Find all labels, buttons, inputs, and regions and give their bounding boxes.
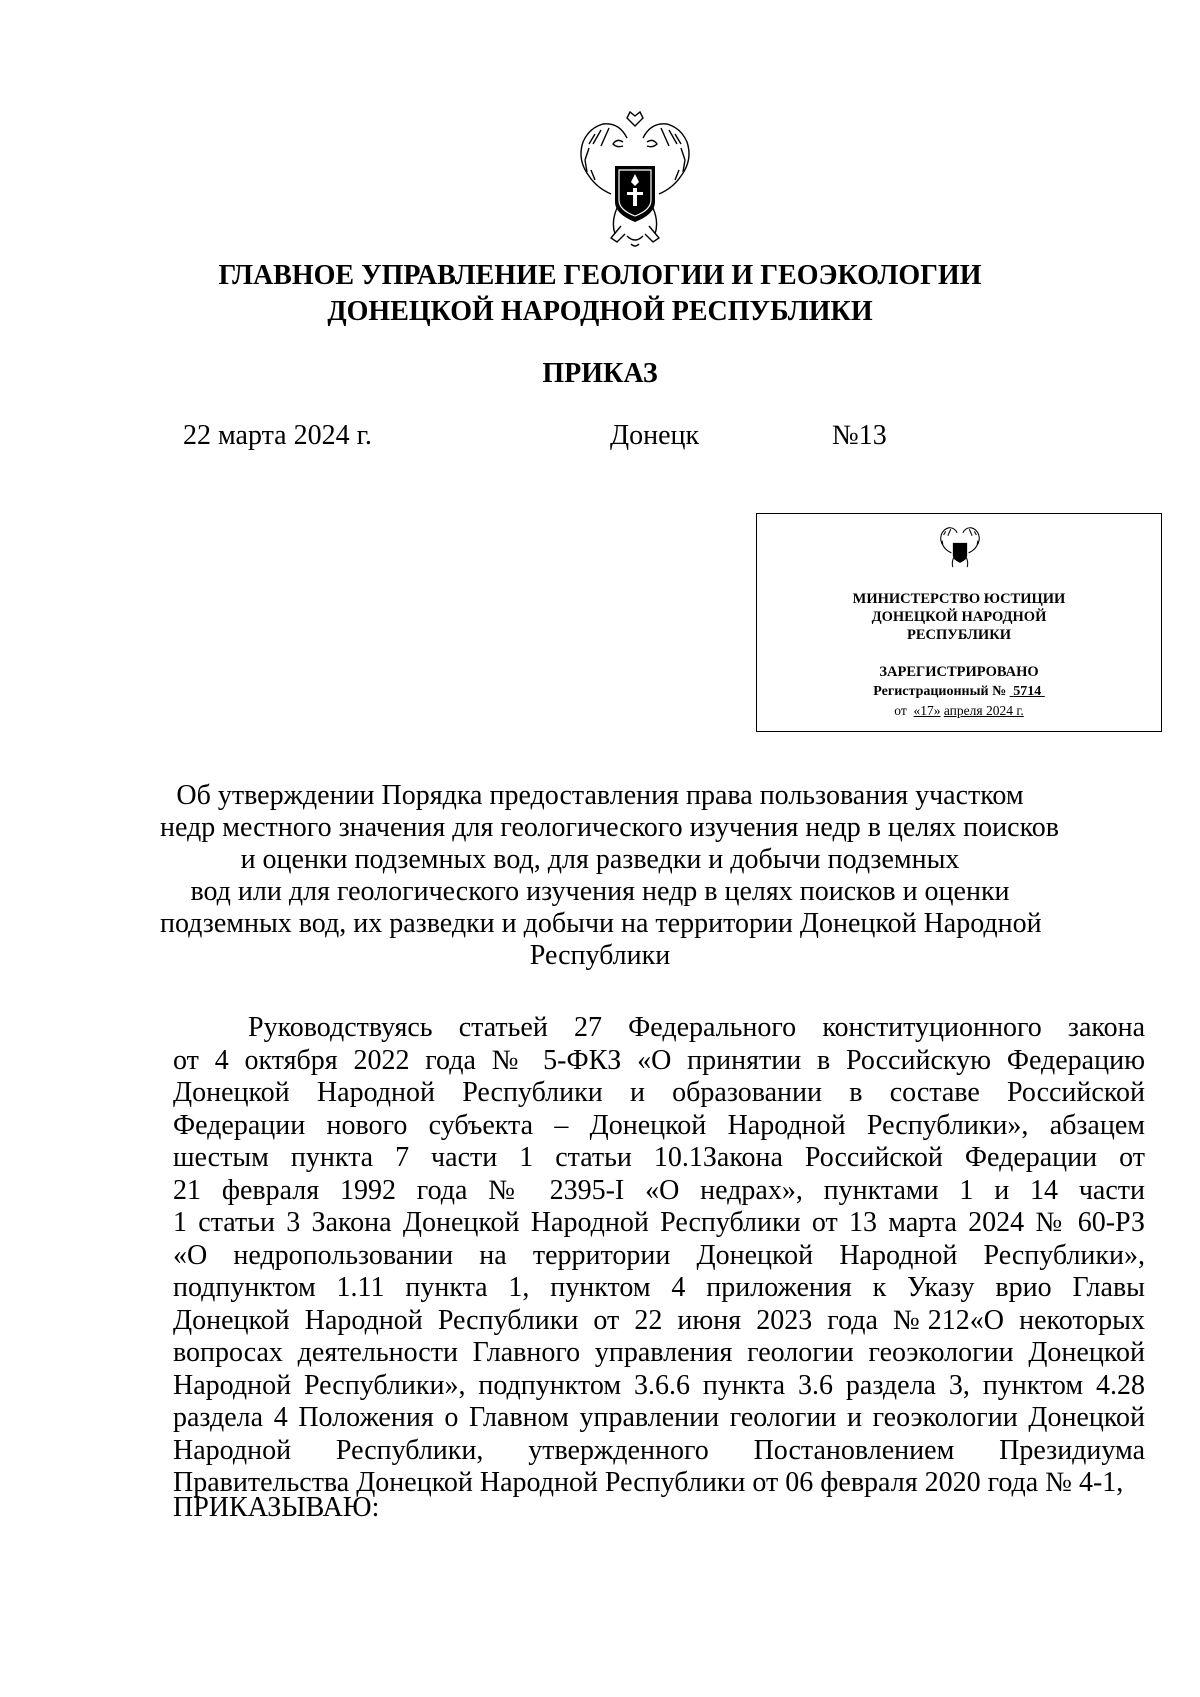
preamble-line: раздела 4 Положения о Главном управлении геологии и геоэкологии Донецкой: [173, 1402, 1145, 1433]
order-verb: ПРИКАЗЫВАЮ:: [173, 1492, 380, 1523]
order-subject: [160, 780, 1059, 972]
registration-stamp: [756, 513, 1162, 732]
stamp-ministry-line-1: МИНИСТЕРСТВО ЮСТИЦИИ: [852, 591, 1066, 607]
subject-line: вод или для геологического изучения недр в целях поисков и оценки: [190, 876, 1010, 907]
preamble-line: 1 статьи 3 Закона Донецкой Народной Республики от 13 марта 2024 № 60-РЗ: [173, 1207, 1145, 1238]
preamble-paragraph: [173, 1012, 1145, 1500]
preamble-line: Донецкой Народной Республики от 22 июня 2023 года №212«О некоторых: [173, 1304, 1145, 1336]
preamble-line: 21 февраля 1992 года № 2395-I «О недрах», пунктами 1 и 14 части: [173, 1174, 1145, 1206]
preamble-line: подпунктом 1.11 пункта 1, пунктом 4 приложения к Указу врио Главы: [173, 1272, 1145, 1303]
stamp-registered-label: ЗАРЕГИСТРИРОВАНО: [879, 664, 1039, 680]
stamp-ministry-line-2: ДОНЕЦКОЙ НАРОДНОЙ: [871, 609, 1047, 625]
subject-line: недр местного значения для геологического изучения недр в целях поисков: [160, 812, 1059, 843]
coat-of-arms-emblem: [565, 108, 705, 253]
stamp-registration-date: [757, 703, 1161, 719]
stamp-date-prefix: от: [894, 703, 907, 718]
stamp-emblem-icon: [935, 522, 985, 574]
preamble-line: «О недропользовании на территории Донецкой Народной Республики»,: [173, 1239, 1145, 1271]
subject-line: Республики: [529, 940, 671, 971]
stamp-date-month-year: апреля 2024 г.: [943, 703, 1024, 718]
preamble-line: Федерации нового субъекта – Донецкой Народной Республики», абзацем: [173, 1109, 1145, 1141]
subject-line: подземных вод, их разведки и добычи на территории Донецкой Народной: [160, 908, 1042, 939]
order-city: Донецк: [610, 420, 700, 451]
stamp-reg-number: 5714: [1013, 684, 1042, 699]
document-type-title: ПРИКАЗ: [542, 358, 658, 389]
subject-line: Об утверждении Порядка предоставления права пользования участком: [176, 780, 1024, 811]
order-number: №13: [832, 420, 887, 451]
preamble-line: Руководствуясь статьей 27 Федерального конституционного закона: [248, 1012, 1145, 1043]
stamp-date-day: «17»: [913, 703, 941, 718]
preamble-line: Народной Республики, утвержденного Постановлением Президиума: [173, 1434, 1145, 1466]
preamble-line: от 4 октября 2022 года № 5-ФКЗ «О принятии в Российскую Федерацию: [173, 1044, 1145, 1076]
order-date: 22 марта 2024 г.: [183, 420, 372, 451]
preamble-line: Народной Республики», подпунктом 3.6.6 пункта 3.6 раздела 3, пунктом 4.28: [173, 1369, 1145, 1401]
stamp-registration-number: [757, 684, 1161, 700]
stamp-ministry-name: [757, 590, 1161, 644]
organization-name-line-2: ДОНЕЦКОЙ НАРОДНОЙ РЕСПУБЛИКИ: [327, 296, 873, 327]
organization-name: [0, 258, 1200, 330]
stamp-reg-label: Регистрационный №: [873, 684, 1007, 699]
stamp-ministry-line-3: РЕСПУБЛИКИ: [906, 627, 1012, 643]
preamble-line: шестым пункта 7 части 1 статьи 10.1Закона Российской Федерации от: [173, 1142, 1145, 1173]
preamble-line: вопросах деятельности Главного управления геологии геоэкологии Донецкой: [173, 1337, 1145, 1368]
organization-name-line-1: ГЛАВНОЕ УПРАВЛЕНИЕ ГЕОЛОГИИ И ГЕОЭКОЛОГИИ: [218, 260, 982, 291]
preamble-line: Правительства Донецкой Народной Республики от 06 февраля 2020 года № 4-1,: [173, 1467, 1124, 1498]
subject-line: и оценки подземных вод, для разведки и добычи подземных: [240, 844, 960, 875]
preamble-line: Донецкой Народной Республики и образовании в составе Российской: [173, 1077, 1145, 1108]
